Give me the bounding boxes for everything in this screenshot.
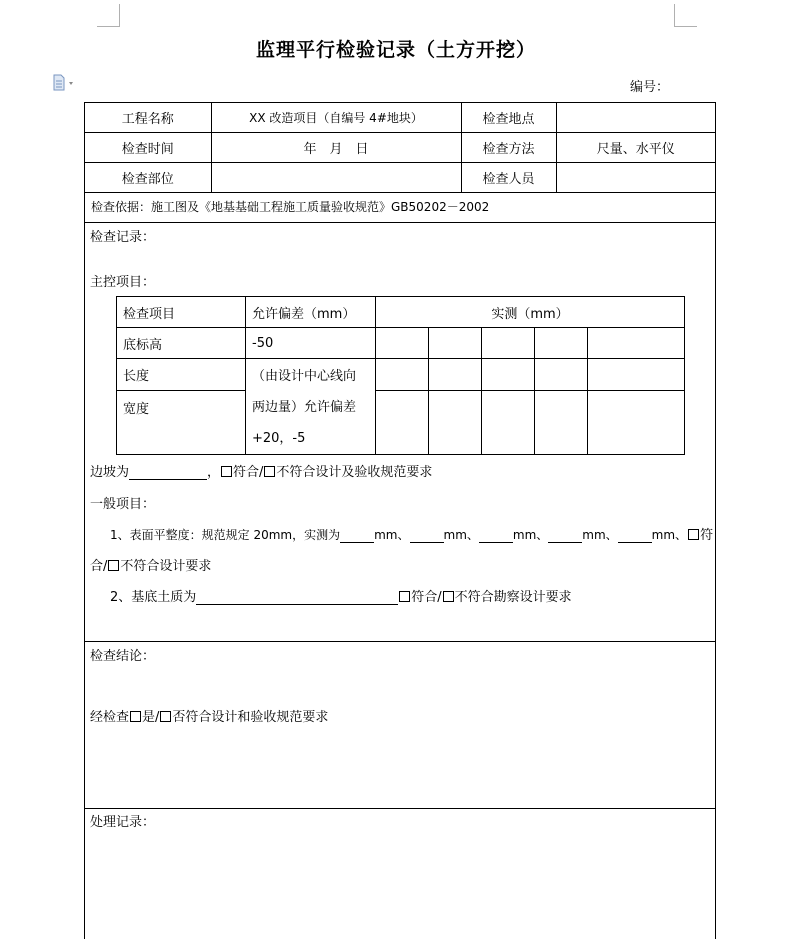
- flatness-blank[interactable]: [618, 528, 652, 543]
- measured-cell[interactable]: [429, 391, 482, 455]
- time-value[interactable]: 年 月 日: [211, 133, 461, 163]
- method-label: 检查方法: [461, 133, 556, 163]
- flatness-blank[interactable]: [340, 528, 374, 543]
- measured-cell[interactable]: [588, 359, 685, 391]
- location-label: 检查地点: [461, 103, 556, 133]
- header-item: 检查项目: [117, 297, 246, 328]
- general-items-label: 一般项目：: [90, 497, 156, 512]
- serial-number-label: 编号：: [630, 80, 670, 95]
- checkbox-no[interactable]: [160, 711, 171, 722]
- slope-blank[interactable]: [129, 465, 207, 480]
- measured-cell[interactable]: [376, 328, 429, 359]
- measured-cell[interactable]: [588, 328, 685, 359]
- main-items-label: 主控项目：: [90, 275, 156, 290]
- slope-line: 边坡为 ， 符合/ 不符合设计及验收规范要求: [90, 465, 433, 480]
- section-divider: [84, 808, 715, 809]
- section-divider: [84, 641, 715, 642]
- info-table: [85, 103, 715, 193]
- project-name-value[interactable]: XX 改造项目（自编号 4#地块）: [211, 103, 461, 133]
- checkbox-not-comply[interactable]: [264, 466, 275, 477]
- measured-cell[interactable]: [376, 391, 429, 455]
- project-name-label: 工程名称: [85, 103, 211, 133]
- conclusion-label: 检查结论：: [90, 649, 156, 664]
- part-value[interactable]: [211, 163, 461, 193]
- checkbox-comply[interactable]: [399, 591, 410, 602]
- time-label: 检查时间: [85, 133, 211, 163]
- tolerance-line-2: 两边量）允许偏差: [252, 400, 357, 415]
- soil-blank[interactable]: [196, 590, 398, 605]
- measured-cell[interactable]: [482, 359, 535, 391]
- row-tolerance-dimension: [246, 359, 376, 455]
- tolerance-line-3: +20，-5: [252, 431, 306, 446]
- measured-cell[interactable]: [535, 391, 588, 455]
- flatness-line: 1、表面平整度：规范规定 20mm，实测为 mm、 mm、 mm、 mm、 mm、 符: [110, 528, 714, 543]
- inspector-label: 检查人员: [461, 163, 556, 193]
- row-item-length: 长度: [117, 359, 246, 391]
- measured-cell[interactable]: [535, 359, 588, 391]
- measured-cell[interactable]: [429, 359, 482, 391]
- header-measured: 实测（mm）: [376, 297, 685, 328]
- page-corner-mark: [674, 4, 697, 27]
- page-corner-mark: [97, 4, 120, 27]
- flatness-line-cont: 合/ 不符合设计要求: [90, 559, 212, 574]
- inspection-basis: 检查依据：施工图及《地基基础工程施工质量验收规范》GB50202－2002: [85, 193, 715, 223]
- conclusion-line: 经检查 是/ 否符合设计和验收规范要求: [90, 710, 329, 725]
- flatness-blank[interactable]: [479, 528, 513, 543]
- measured-cell[interactable]: [482, 328, 535, 359]
- soil-line: 2、基底土质为 符合/ 不符合勘察设计要求: [110, 590, 572, 605]
- measurement-table: [116, 296, 685, 455]
- measured-cell[interactable]: [429, 328, 482, 359]
- checkbox-not-comply[interactable]: [108, 560, 119, 571]
- document-icon[interactable]: [52, 74, 76, 92]
- checkbox-not-comply[interactable]: [443, 591, 454, 602]
- flatness-blank[interactable]: [410, 528, 444, 543]
- header-tolerance: 允许偏差（mm）: [246, 297, 376, 328]
- measured-cell[interactable]: [376, 359, 429, 391]
- record-label: 检查记录：: [90, 230, 156, 245]
- row-item-elevation: 底标高: [117, 328, 246, 359]
- checkbox-yes[interactable]: [130, 711, 141, 722]
- tolerance-line-1: （由设计中心线向: [252, 369, 357, 384]
- document-title: 监理平行检验记录（土方开挖）: [255, 39, 536, 61]
- record-form: [84, 102, 716, 939]
- flatness-blank[interactable]: [548, 528, 582, 543]
- measured-cell[interactable]: [588, 391, 685, 455]
- inspector-value[interactable]: [556, 163, 715, 193]
- checkbox-comply[interactable]: [221, 466, 232, 477]
- row-tolerance-elevation: -50: [246, 328, 376, 359]
- checkbox-comply[interactable]: [688, 529, 699, 540]
- method-value[interactable]: 尺量、水平仪: [556, 133, 715, 163]
- handling-label: 处理记录：: [90, 815, 156, 830]
- part-label: 检查部位: [85, 163, 211, 193]
- row-item-width: 宽度: [117, 391, 246, 455]
- measured-cell[interactable]: [482, 391, 535, 455]
- measured-cell[interactable]: [535, 328, 588, 359]
- location-value[interactable]: [556, 103, 715, 133]
